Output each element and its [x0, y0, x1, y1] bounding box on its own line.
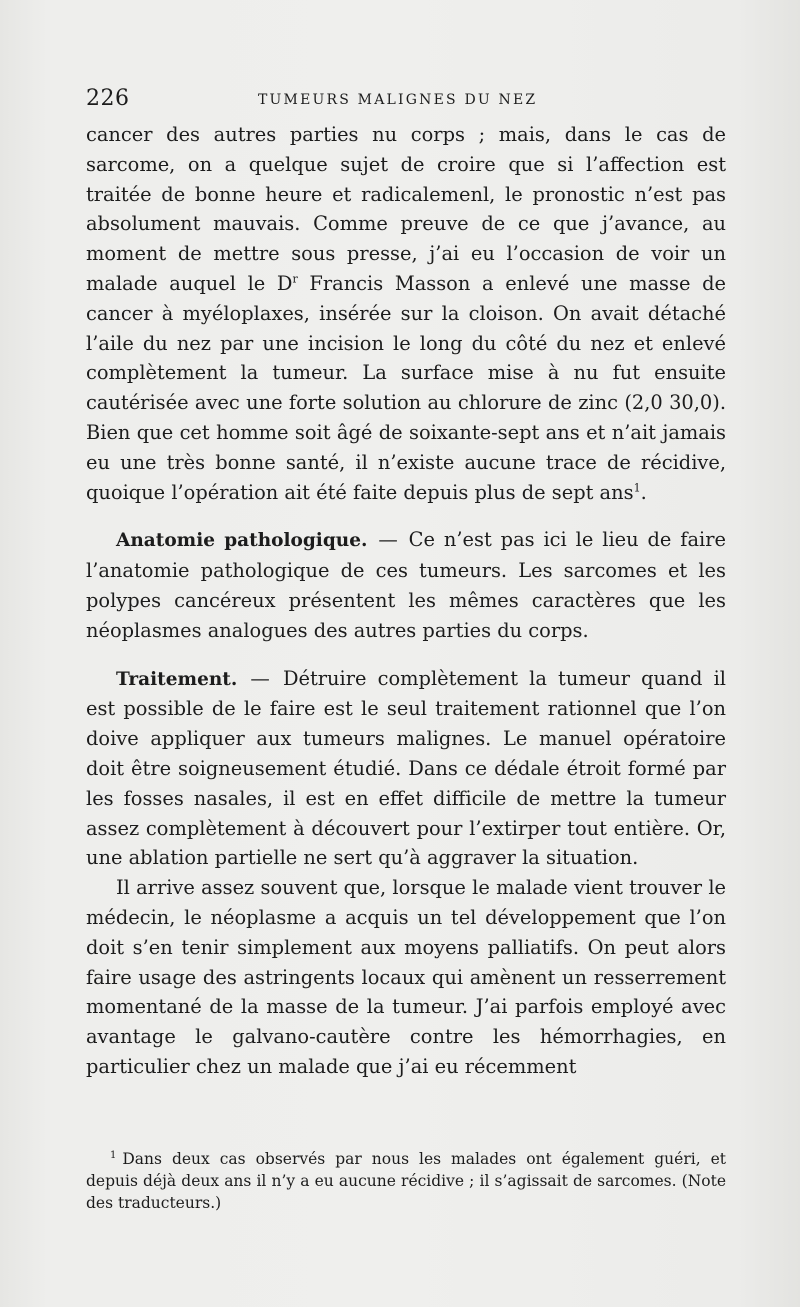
doctor-abbrev-superscript: r — [292, 272, 298, 286]
page-header — [86, 86, 726, 116]
footnote-reference: 1 — [633, 481, 641, 495]
section-heading-anatomie: Anatomie pathologique. — [116, 530, 368, 552]
paragraph-text: Ce n’est pas ici le lieu de faire l’anatomie pathologique de ces tumeurs. Les sarcomes et les polypes cancéreux présentent les mêmes caractères que les néoplasmes analogues des autres parties du corps. — [86, 528, 726, 642]
page-number: 226 — [86, 86, 130, 111]
paragraph-text: cancer des autres parties nu corps ; mais, dans le cas de sarcome, on a quelque sujet de croire que si l’affection est traitée de bonne heure et radicalemenl, le pronostic n’est pas absolument mauvais. Comme preuve de ce que j’avance, au moment de mettre sous presse, j’ai eu l’occasion de voir un malade auquel le D — [86, 123, 726, 295]
paragraph-traitement — [86, 664, 726, 874]
paragraph-palliatifs — [86, 873, 726, 1082]
em-dash: — — [378, 528, 398, 552]
paragraph-text-continued: Francis Masson a enlevé une masse de cancer à myéloplaxes, insérée sur la cloison. On avait détaché l’aile du nez par une incision le long du côté du nez et enlevé complètement la tumeur. La surface mise à nu fut ensuite cautérisée avec une forte solution au chlorure de zinc (2,0 30,0). Bien que cet homme soit âgé de soixante-sept ans et n’ait jamais eu une très bonne santé, il n’existe aucune trace de récidive, quoique l’opération ait été faite depuis plus de sept ans — [86, 271, 726, 504]
footnote-text: Dans deux cas observés par nous les malades ont également guéri, et depuis déjà deux ans il n’y a eu aucune récidive ; il s’agissait de sarcomes. (Note des traducteurs.) — [86, 1150, 726, 1212]
paragraph-text: Il arrive assez souvent que, lorsque le malade vient trouver le médecin, le néoplasme a acquis un tel développement que l’on doit s’en tenir simplement aux moyens palliatifs. On peut alors faire usage des astringents locaux qui amènent un resserrement momentané de la masse de la tumeur. J’ai parfois employé avec avantage le galvano-cautère contre les hémorrhagies, en particulier chez un malade que j’ai eu récemment — [86, 876, 726, 1078]
footnote — [86, 1148, 726, 1214]
footnote-mark: 1 — [110, 1149, 117, 1161]
em-dash: — — [250, 666, 270, 690]
paragraph-text: Détruire complètement la tumeur quand il est possible de le faire est le seul traitement rationnel que l’on doive appliquer aux tumeurs malignes. Le manuel opératoire doit être soigneusement étudié. Dans ce dédale étroit formé par les fosses nasales, il est en effet difficile de mettre la tumeur assez complètement à découvert pour l’extirper tout entière. Or, une ablation partielle ne sert qu’à aggraver la situation. — [86, 666, 726, 870]
section-heading-traitement: Traitement. — [116, 668, 238, 690]
paragraph-anatomie — [86, 525, 726, 645]
paragraph-continuation — [86, 120, 726, 507]
paragraph-end: . — [640, 480, 647, 504]
body-text — [86, 120, 726, 1082]
footnote-paragraph — [86, 1148, 726, 1214]
running-head: TUMEURS MALIGNES DU NEZ — [258, 92, 538, 108]
